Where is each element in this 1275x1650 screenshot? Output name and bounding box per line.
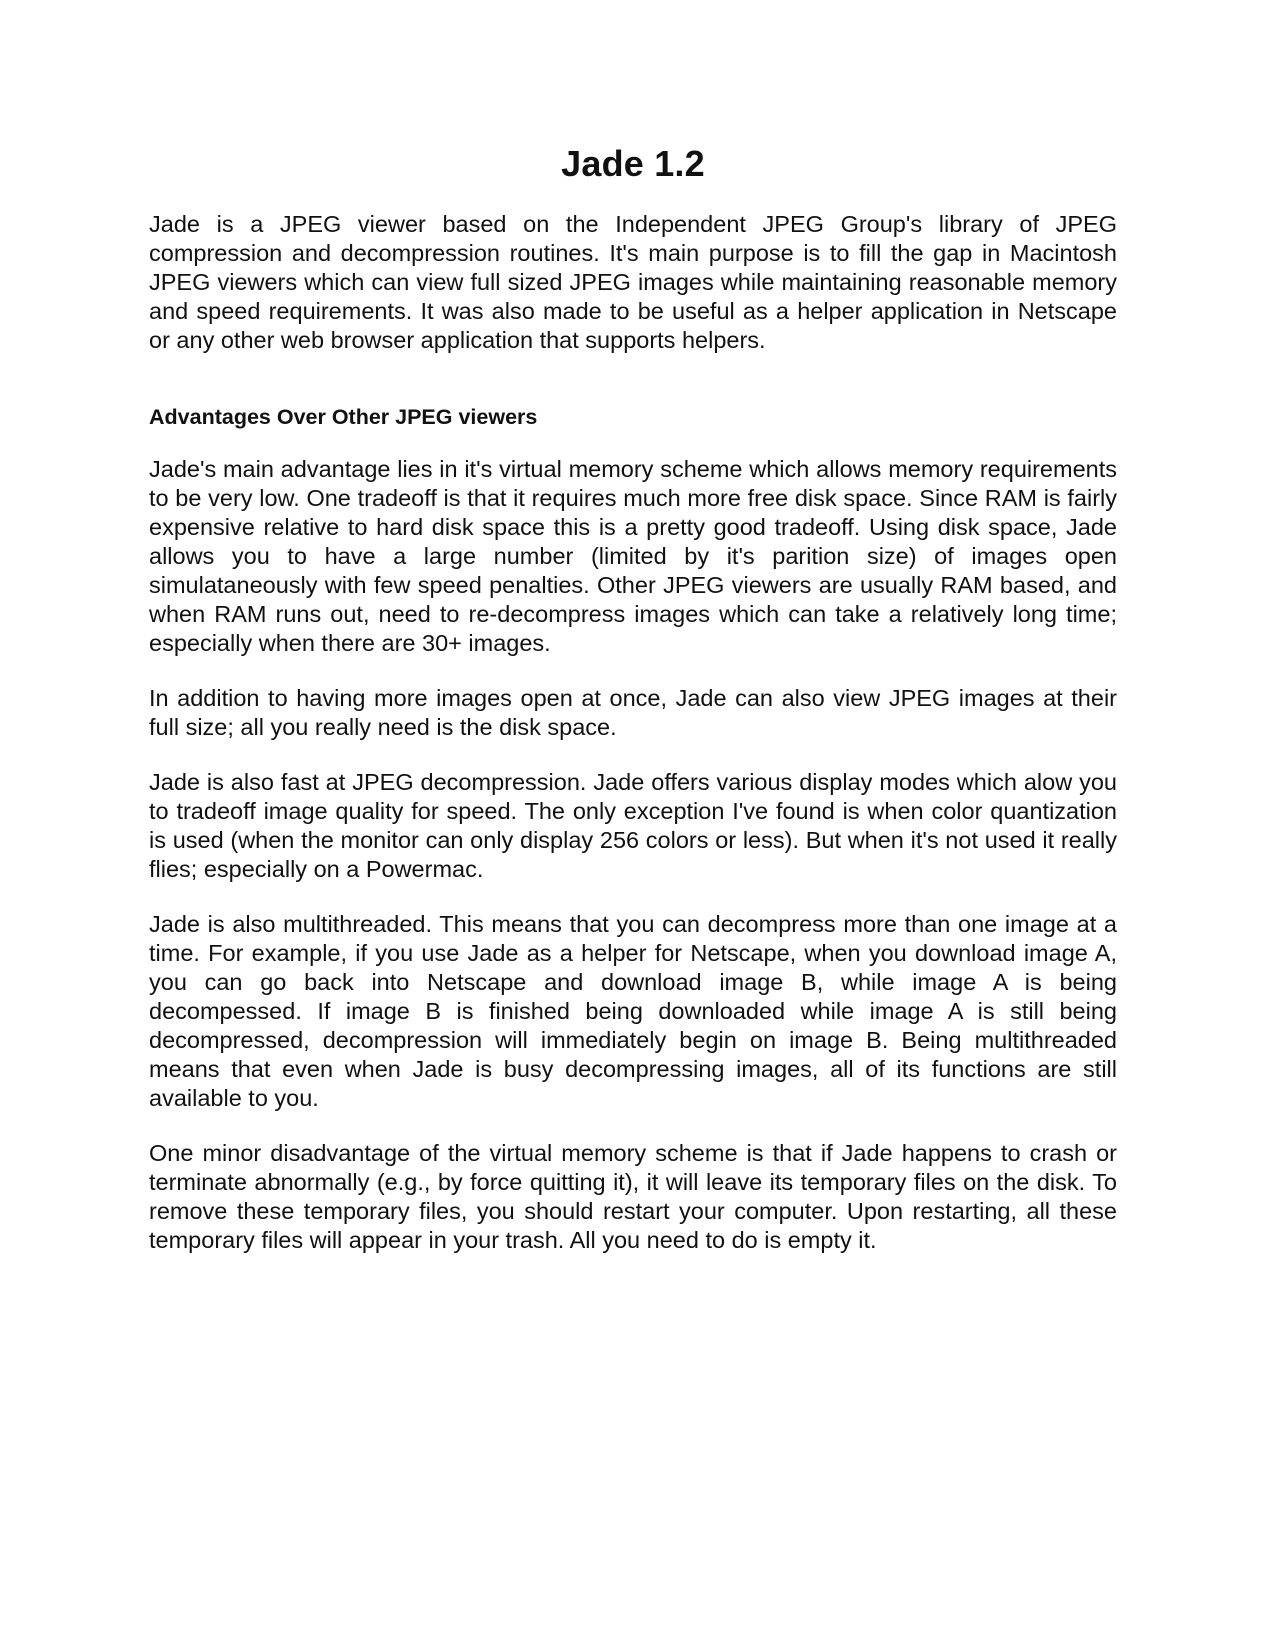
intro-paragraph: Jade is a JPEG viewer based on the Independent JPEG Group's library of JPEG compression and decompression routines. It's main purpose is to fill the gap in Macintosh JPEG viewers which can view full sized JPEG images while maintaining reasonable memory and speed requirements. It was also made to be useful as a helper application in Netscape or any other web browser application that supports helpers. (149, 211, 1117, 353)
paragraph-disadvantage: One minor disadvantage of the virtual memory scheme is that if Jade happens to crash or terminate abnormally (e.g., by force quitting it), it will leave its temporary files on the disk. To remove these temporary files, you should restart your computer. Upon restarting, all these temporary files will appear in your trash. All you need to do is empty it. (149, 1140, 1117, 1253)
paragraph-multithreaded: Jade is also multithreaded. This means that you can decompress more than one image at a time. For example, if you use Jade as a helper for Netscape, when you download image A, you can go back into Netscape and download image B, while image A is being decompessed. If image B is finished being downloaded while image A is still being decompressed, decompression will immediately begin on image B. Being multithreaded means that even when Jade is busy decompressing images, all of its functions are still available to you. (149, 911, 1117, 1111)
paragraph-virtual-memory: Jade's main advantage lies in it's virtual memory scheme which allows memory requirements to be very low. One tradeoff is that it requires much more free disk space. Since RAM is fairly expensive relative to hard disk space this is a pretty good tradeoff. Using disk space, Jade allows you to have a large number (limited by it's parition size) of images open simulataneously with few speed penalties. Other JPEG viewers are usually RAM based, and when RAM runs out, need to re-decompress images which can take a relatively long time; especially when there are 30+ images. (149, 456, 1117, 656)
document-title: Jade 1.2 (561, 143, 705, 184)
document-page (149, 140, 1117, 1281)
section-heading: Advantages Over Other JPEG viewers (149, 405, 538, 429)
paragraph-full-size: In addition to having more images open at once, Jade can also view JPEG images at their full size; all you really need is the disk space. (149, 685, 1117, 740)
paragraph-decompression-speed: Jade is also fast at JPEG decompression. Jade offers various display modes which alow you to tradeoff image quality for speed. The only exception I've found is when color quantization is used (when the monitor can only display 256 colors or less). But when it's not used it really flies; especially on a Powermac. (149, 769, 1117, 882)
